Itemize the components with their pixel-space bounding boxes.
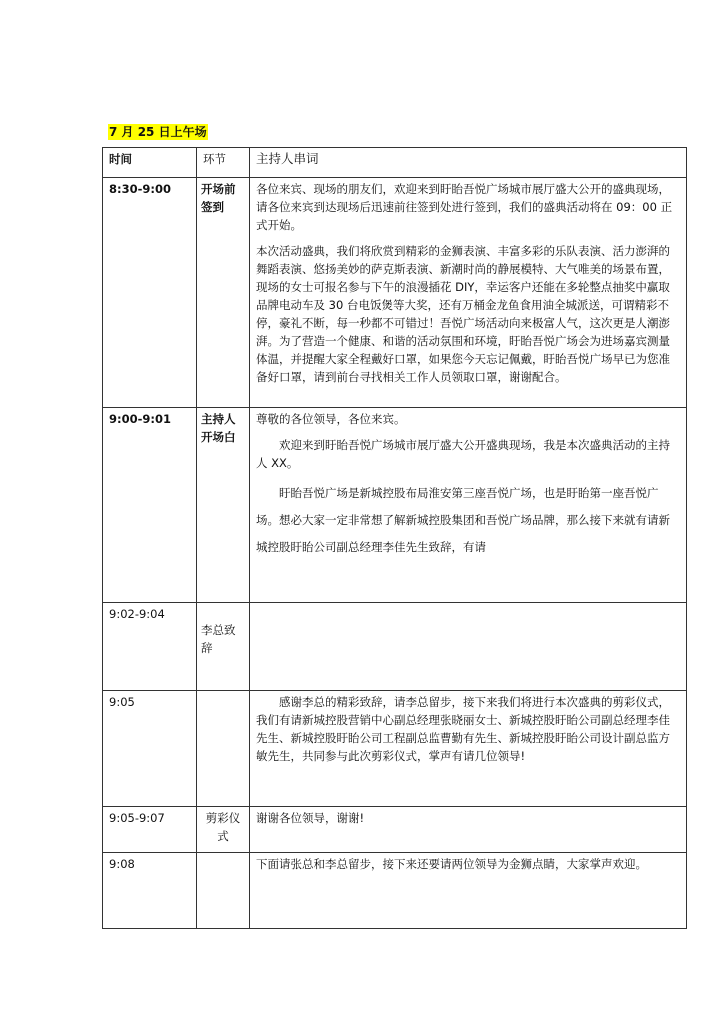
script-paragraph: 本次活动盛典，我们将欣赏到精彩的金狮表演、丰富多彩的乐队表演、活力澎湃的舞蹈表演、悠扬美妙的萨克斯表演、新潮时尚的静展模特、大气唯美的场景布置，现场的女士可报名参与下午的浪漫插花 DIY，幸运客户还能在多轮整点抽奖中赢取品牌电动车及 30 台电饭煲等大奖，还有万桶金龙鱼食用油全城派送，可谓精彩不停，豪礼不断，每一秒都不可错过！吾悦广场活动向来极富人气，这次更是人潮澎湃。为了营造一个健康、和谐的活动氛围和环境，盱眙吾悦广场会为进场嘉宾测量体温，并提醒大家全程戴好口罩，如果您今天忘记佩戴，盱眙吾悦广场早已为您准备好口罩，请到前台寻找相关工作人员领取口罩，谢谢配合。 (256, 244, 670, 384)
table-row (103, 603, 687, 691)
table-row (103, 178, 687, 408)
row-time: 9:00-9:01 (103, 408, 197, 603)
table-header-row (103, 148, 687, 178)
row-segment (197, 691, 250, 807)
script-paragraph: 欢迎来到盱眙吾悦广场城市展厅盛大公开盛典现场，我是本次盛典活动的主持人 XX。 (256, 438, 670, 470)
schedule-table (102, 147, 687, 929)
row-segment: 剪彩仪式 (197, 807, 250, 853)
session-heading: 7 月 25 日上午场 (109, 125, 207, 139)
script-paragraph: 下面请张总和李总留步，接下来还要请两位领导为金狮点睛，大家掌声欢迎。 (256, 857, 647, 871)
row-script (250, 691, 687, 807)
row-segment: 开场前签到 (197, 178, 250, 408)
header-time: 时间 (103, 148, 197, 178)
row-script (250, 603, 687, 691)
row-segment (197, 853, 250, 929)
row-time: 9:08 (103, 853, 197, 929)
row-time: 9:02-9:04 (103, 603, 197, 691)
script-paragraph: 谢谢各位领导，谢谢! (256, 811, 365, 825)
script-paragraph: 感谢李总的精彩致辞，请李总留步，接下来我们将进行本次盛典的剪彩仪式，我们有请新城控股营销中心副总经理张晓丽女士、新城控股盱眙公司副总经理李佳先生、新城控股盱眙公司工程副总监曹勤有先生、新城控股盱眙公司设计副总监方敏先生，共同参与此次剪彩仪式，掌声有请几位领导! (256, 695, 670, 763)
row-script (250, 807, 687, 853)
table-row (103, 691, 687, 807)
script-paragraph: 尊敬的各位领导，各位来宾。 (256, 412, 406, 426)
row-time: 8:30-9:00 (103, 178, 197, 408)
row-script (250, 853, 687, 929)
header-script: 主持人串词 (250, 148, 687, 178)
row-script (250, 408, 687, 603)
row-time: 9:05 (103, 691, 197, 807)
script-paragraph: 各位来宾、现场的朋友们，欢迎来到盱眙吾悦广场城市展厅盛大公开的盛典现场，请各位来宾到达现场后迅速前往签到处进行签到，我们的盛典活动将在 09：00 正式开始。 (256, 182, 673, 232)
table-row (103, 807, 687, 853)
row-script (250, 178, 687, 408)
row-time: 9:05-9:07 (103, 807, 197, 853)
header-segment: 环节 (197, 148, 250, 178)
table-row (103, 853, 687, 929)
row-segment: 主持人开场白 (197, 408, 250, 603)
script-paragraph: 盱眙吾悦广场是新城控股布局淮安第三座吾悦广场，也是盱眙第一座吾悦广场。想必大家一定非常想了解新城控股集团和吾悦广场品牌，那么接下来就有请新城控股盱眙公司副总经理李佳先生致辞，有请 (256, 486, 670, 554)
table-row (103, 408, 687, 603)
row-segment: 李总致辞 (197, 603, 250, 691)
